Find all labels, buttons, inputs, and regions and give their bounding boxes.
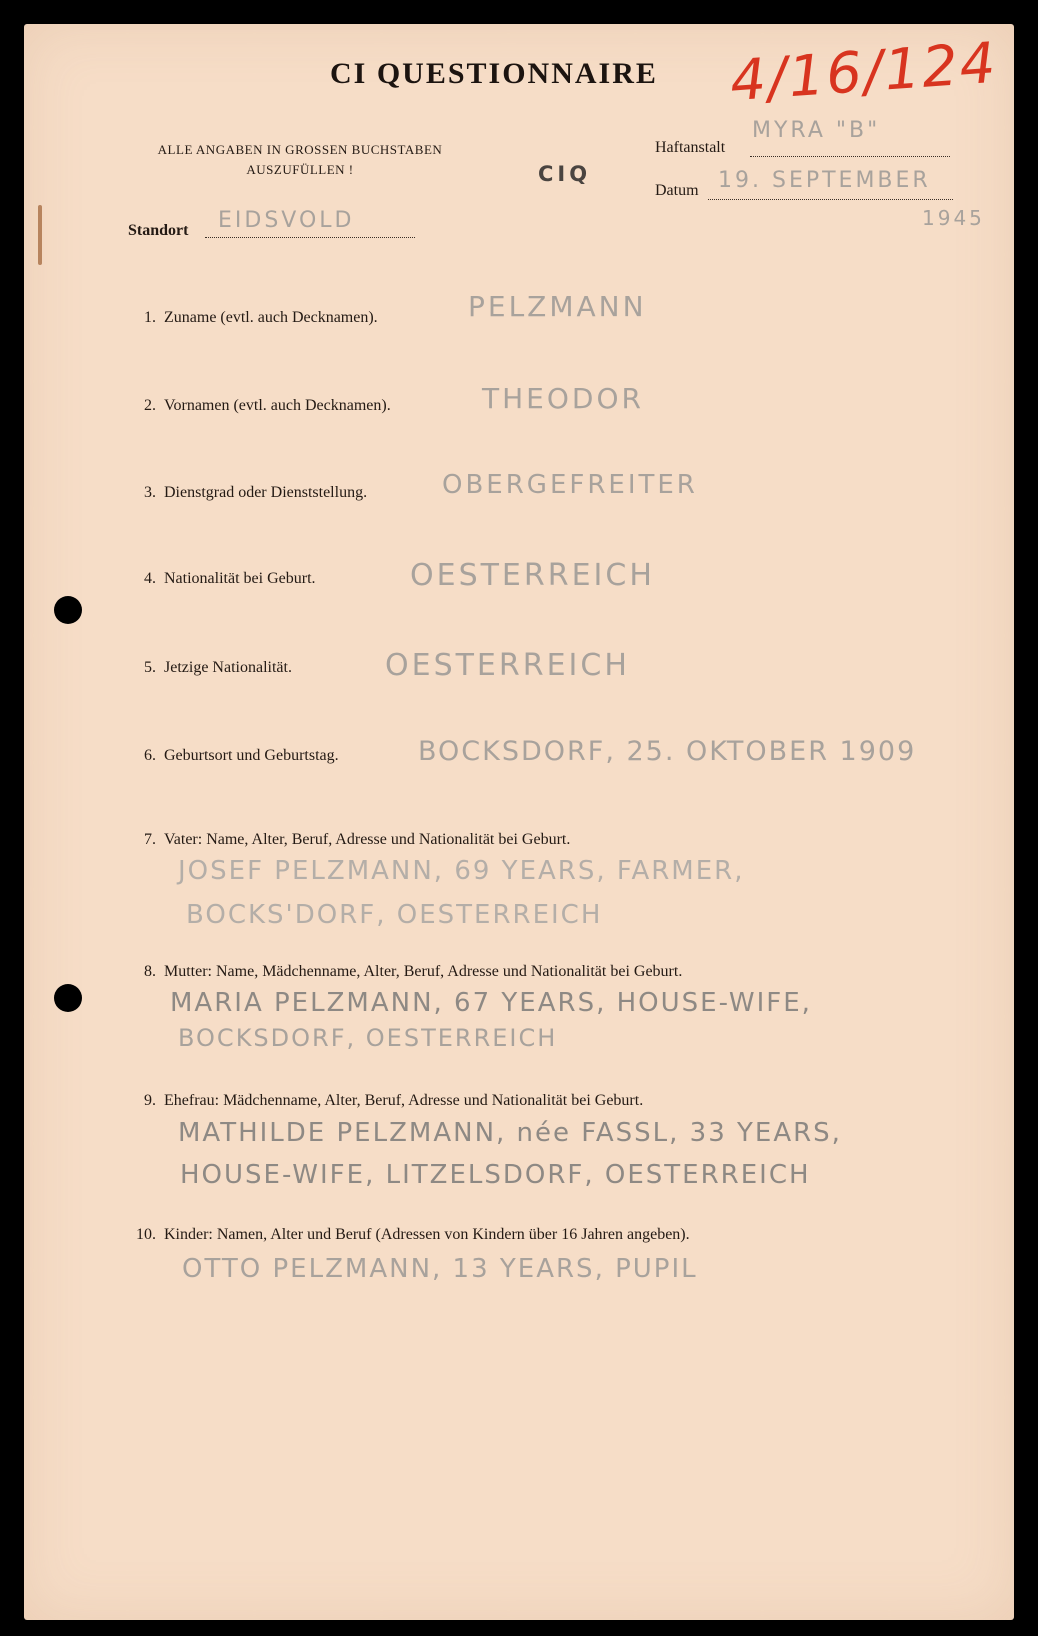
- question-3-text: Dienstgrad oder Dienststellung.: [164, 484, 368, 501]
- standort-value: EIDSVOLD: [218, 208, 355, 233]
- ciq-stamp: CIQ: [538, 162, 592, 186]
- haftanstalt-line: [750, 156, 950, 157]
- instructions-line-2: AUSZUFÜLLEN !: [246, 162, 354, 177]
- question-7-answer-line-1: JOSEF PELZMANN, 69 YEARS, FARMER,: [178, 856, 745, 886]
- question-2-label: [128, 397, 391, 415]
- margin-mark: [38, 205, 42, 265]
- question-2-answer: THEODOR: [482, 382, 644, 415]
- question-3-answer: OBERGEFREITER: [442, 470, 698, 500]
- question-4-label: [128, 570, 316, 588]
- question-8-number: 8.: [144, 963, 156, 980]
- question-3-label: [128, 484, 367, 502]
- question-6-number: 6.: [144, 747, 156, 764]
- question-1-number: 1.: [144, 309, 156, 326]
- datum-year: 1945: [922, 206, 985, 230]
- question-10-text: Kinder: Namen, Alter und Beruf (Adressen von Kindern über 16 Jahren angeben).: [164, 1226, 690, 1243]
- question-10-number: 10.: [136, 1226, 156, 1243]
- datum-label: Datum: [655, 182, 699, 199]
- reference-number: 4/16/124: [728, 30, 1000, 115]
- question-7-number: 7.: [144, 831, 156, 848]
- datum-value: 19. SEPTEMBER: [718, 168, 931, 193]
- question-1-answer: PELZMANN: [468, 290, 647, 323]
- instructions-line-1: ALLE ANGABEN IN GROSSEN BUCHSTABEN: [157, 142, 443, 157]
- haftanstalt-value: MYRA "B": [752, 118, 881, 143]
- question-6-text: Geburtsort und Geburtstag.: [164, 747, 339, 764]
- form-title: CI QUESTIONNAIRE: [330, 57, 658, 90]
- question-1-text: Zuname (evtl. auch Decknamen).: [164, 309, 378, 326]
- question-4-text: Nationalität bei Geburt.: [164, 570, 316, 587]
- question-9-number: 9.: [144, 1092, 156, 1109]
- question-10-answer: OTTO PELZMANN, 13 YEARS, PUPIL: [182, 1254, 698, 1284]
- question-6-label: [128, 747, 339, 765]
- question-4-answer: OESTERREICH: [410, 558, 655, 593]
- question-2-text: Vornamen (evtl. auch Decknamen).: [164, 397, 391, 414]
- datum-line: [708, 199, 953, 200]
- question-5-label: [128, 659, 292, 677]
- question-4-number: 4.: [144, 570, 156, 587]
- questionnaire-sheet: [24, 24, 1014, 1620]
- question-9-label: [128, 1092, 643, 1110]
- question-9-answer-line-1: MATHILDE PELZMANN, née FASSL, 33 YEARS,: [178, 1118, 842, 1148]
- question-8-label: [128, 963, 682, 981]
- question-7-label: [128, 831, 570, 849]
- instructions: [120, 140, 480, 180]
- standort-label: Standort: [128, 222, 189, 239]
- haftanstalt-label: Haftanstalt: [655, 139, 726, 156]
- question-7-text: Vater: Name, Alter, Beruf, Adresse und Nationalität bei Geburt.: [164, 831, 571, 848]
- question-5-answer: OESTERREICH: [385, 648, 630, 683]
- standort-line: [205, 237, 415, 238]
- question-3-number: 3.: [144, 484, 156, 501]
- punch-hole-bottom: [54, 984, 82, 1012]
- question-1-label: [128, 309, 378, 327]
- punch-hole-top: [54, 596, 82, 624]
- question-9-text: Ehefrau: Mädchenname, Alter, Beruf, Adresse und Nationalität bei Geburt.: [164, 1092, 644, 1109]
- question-7-answer-line-2: BOCKS'DORF, OESTERREICH: [186, 900, 603, 930]
- question-8-answer-line-2: BOCKSDORF, OESTERREICH: [178, 1024, 558, 1052]
- question-5-number: 5.: [144, 659, 156, 676]
- question-5-text: Jetzige Nationalität.: [164, 659, 292, 676]
- question-8-text: Mutter: Name, Mädchenname, Alter, Beruf, Adresse und Nationalität bei Geburt.: [164, 963, 683, 980]
- question-8-answer-line-1: MARIA PELZMANN, 67 YEARS, HOUSE-WIFE,: [170, 988, 812, 1018]
- question-10-label: [128, 1226, 690, 1244]
- question-9-answer-line-2: HOUSE-WIFE, LITZELSDORF, OESTERREICH: [180, 1160, 811, 1190]
- question-2-number: 2.: [144, 397, 156, 414]
- question-6-answer: BOCKSDORF, 25. OKTOBER 1909: [418, 736, 917, 767]
